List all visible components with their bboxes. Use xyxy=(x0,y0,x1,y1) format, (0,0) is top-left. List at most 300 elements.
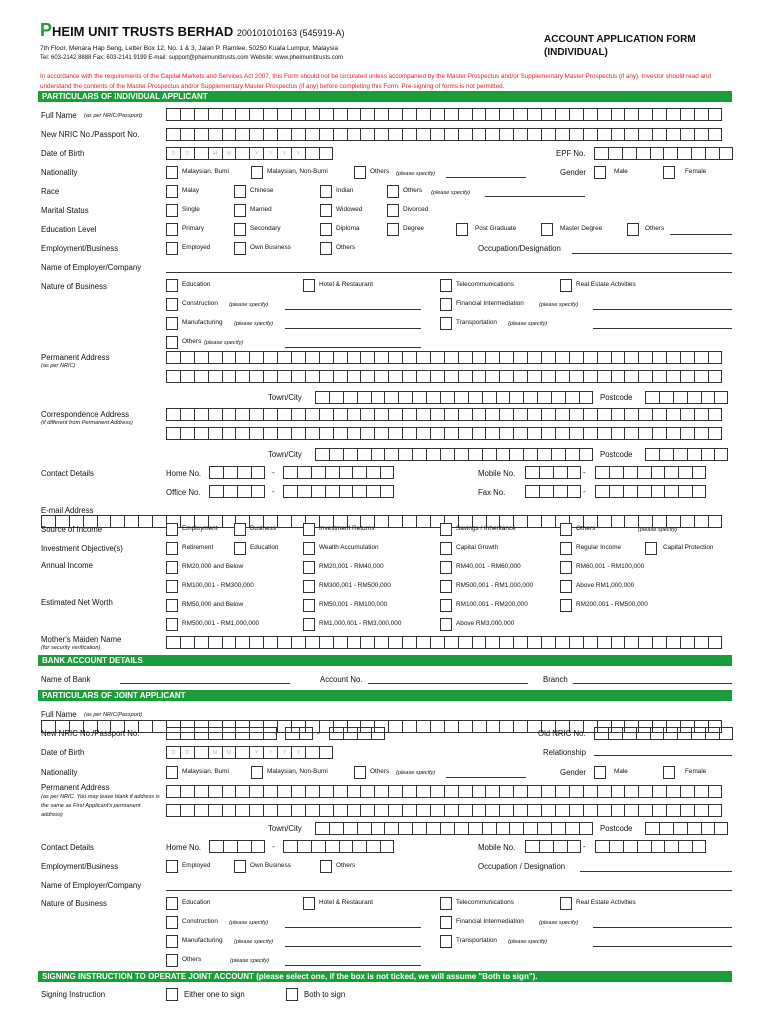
char-cell[interactable] xyxy=(347,128,361,141)
checkbox-gender-1[interactable] xyxy=(663,766,675,779)
char-cell[interactable] xyxy=(347,108,361,121)
char-cell[interactable] xyxy=(597,351,611,364)
char-cell[interactable] xyxy=(468,391,482,404)
char-cell[interactable] xyxy=(249,370,263,383)
checkbox-source-3[interactable] xyxy=(440,523,452,536)
char-cell[interactable] xyxy=(541,636,555,649)
full-name-cells[interactable] xyxy=(166,108,722,121)
char-cell[interactable] xyxy=(638,804,652,817)
char-cell[interactable]: M xyxy=(222,746,236,759)
char-cell[interactable] xyxy=(124,515,138,528)
joint-home-no[interactable] xyxy=(283,840,394,853)
char-cell[interactable] xyxy=(357,391,371,404)
char-cell[interactable]: D xyxy=(180,746,194,759)
checkbox-nature-7[interactable] xyxy=(440,317,452,330)
char-cell[interactable] xyxy=(569,636,583,649)
char-cell[interactable] xyxy=(597,427,611,440)
checkbox-gender-1[interactable] xyxy=(663,166,675,179)
char-cell[interactable] xyxy=(583,427,597,440)
char-cell[interactable] xyxy=(555,128,569,141)
char-cell[interactable] xyxy=(440,448,454,461)
char-cell[interactable] xyxy=(235,727,249,740)
char-cell[interactable] xyxy=(687,822,701,835)
char-cell[interactable] xyxy=(166,804,180,817)
char-cell[interactable] xyxy=(416,720,430,733)
char-cell[interactable] xyxy=(380,840,394,853)
dob-cells[interactable] xyxy=(166,147,333,160)
char-cell[interactable] xyxy=(454,448,468,461)
char-cell[interactable] xyxy=(472,785,486,798)
char-cell[interactable] xyxy=(652,804,666,817)
char-cell[interactable] xyxy=(305,785,319,798)
char-cell[interactable] xyxy=(652,128,666,141)
char-cell[interactable] xyxy=(513,804,527,817)
char-cell[interactable] xyxy=(444,804,458,817)
char-cell[interactable] xyxy=(222,804,236,817)
char-cell[interactable] xyxy=(223,840,237,853)
checkbox-source-4[interactable] xyxy=(560,523,572,536)
write-line[interactable] xyxy=(446,177,526,178)
char-cell[interactable] xyxy=(708,370,722,383)
char-cell[interactable] xyxy=(329,448,343,461)
char-cell[interactable] xyxy=(691,147,705,160)
char-cell[interactable] xyxy=(645,448,659,461)
char-cell[interactable] xyxy=(680,785,694,798)
checkbox-nature-3[interactable] xyxy=(560,897,572,910)
write-line[interactable] xyxy=(670,234,732,235)
char-cell[interactable] xyxy=(622,147,636,160)
write-line[interactable] xyxy=(485,196,585,197)
char-cell[interactable] xyxy=(398,448,412,461)
char-cell[interactable] xyxy=(319,108,333,121)
char-cell[interactable] xyxy=(388,351,402,364)
char-cell[interactable] xyxy=(651,466,665,479)
char-cell[interactable] xyxy=(525,485,539,498)
char-cell[interactable] xyxy=(609,485,623,498)
char-cell[interactable] xyxy=(555,408,569,421)
char-cell[interactable] xyxy=(694,785,708,798)
char-cell[interactable]: Y xyxy=(263,746,277,759)
char-cell[interactable] xyxy=(333,785,347,798)
char-cell[interactable] xyxy=(291,108,305,121)
char-cell[interactable] xyxy=(652,108,666,121)
checkbox-nationality-2[interactable] xyxy=(354,166,366,179)
char-cell[interactable] xyxy=(583,636,597,649)
checkbox-objective-2[interactable] xyxy=(303,542,315,555)
char-cell[interactable] xyxy=(235,108,249,121)
char-cell[interactable] xyxy=(553,840,567,853)
checkbox-education-4[interactable] xyxy=(456,223,468,236)
char-cell[interactable] xyxy=(263,370,277,383)
char-cell[interactable] xyxy=(680,804,694,817)
char-cell[interactable] xyxy=(374,351,388,364)
char-cell[interactable] xyxy=(637,485,651,498)
char-cell[interactable] xyxy=(388,408,402,421)
char-cell[interactable] xyxy=(527,128,541,141)
char-cell[interactable] xyxy=(694,128,708,141)
char-cell[interactable] xyxy=(555,636,569,649)
char-cell[interactable] xyxy=(311,840,325,853)
checkbox-employment-0[interactable] xyxy=(166,860,178,873)
char-cell[interactable] xyxy=(360,804,374,817)
checkbox-race-0[interactable] xyxy=(166,185,178,198)
char-cell[interactable] xyxy=(374,804,388,817)
char-cell[interactable] xyxy=(166,108,180,121)
char-cell[interactable] xyxy=(624,785,638,798)
char-cell[interactable] xyxy=(223,485,237,498)
char-cell[interactable] xyxy=(694,351,708,364)
char-cell[interactable] xyxy=(638,128,652,141)
char-cell[interactable] xyxy=(360,108,374,121)
char-cell[interactable] xyxy=(222,370,236,383)
char-cell[interactable] xyxy=(663,147,677,160)
char-cell[interactable] xyxy=(680,636,694,649)
checkbox-nationality-2[interactable] xyxy=(354,766,366,779)
char-cell[interactable] xyxy=(555,427,569,440)
char-cell[interactable] xyxy=(597,108,611,121)
checkbox-marital-2[interactable] xyxy=(320,204,332,217)
char-cell[interactable] xyxy=(388,108,402,121)
char-cell[interactable] xyxy=(527,804,541,817)
write-line[interactable] xyxy=(166,272,732,273)
char-cell[interactable] xyxy=(283,485,297,498)
char-cell[interactable] xyxy=(541,427,555,440)
char-cell[interactable] xyxy=(637,466,651,479)
checkbox-employment-0[interactable] xyxy=(166,242,178,255)
write-line[interactable] xyxy=(580,871,732,872)
char-cell[interactable] xyxy=(166,370,180,383)
char-cell[interactable] xyxy=(611,785,625,798)
char-cell[interactable] xyxy=(208,351,222,364)
char-cell[interactable] xyxy=(692,840,706,853)
char-cell[interactable] xyxy=(208,128,222,141)
char-cell[interactable] xyxy=(579,391,593,404)
checkbox-networth-6[interactable] xyxy=(440,618,452,631)
char-cell[interactable] xyxy=(319,370,333,383)
char-cell[interactable] xyxy=(666,108,680,121)
checkbox-annual-1[interactable] xyxy=(303,561,315,574)
char-cell[interactable] xyxy=(333,804,347,817)
joint-nric-cells-2[interactable] xyxy=(285,727,313,740)
char-cell[interactable] xyxy=(458,351,472,364)
char-cell[interactable] xyxy=(645,391,659,404)
char-cell[interactable] xyxy=(430,636,444,649)
char-cell[interactable] xyxy=(333,108,347,121)
checkbox-employment-1[interactable] xyxy=(234,242,246,255)
char-cell[interactable] xyxy=(444,351,458,364)
checkbox-objective-1[interactable] xyxy=(234,542,246,555)
char-cell[interactable] xyxy=(277,427,291,440)
char-cell[interactable] xyxy=(374,515,388,528)
char-cell[interactable] xyxy=(380,485,394,498)
char-cell[interactable] xyxy=(194,128,208,141)
char-cell[interactable] xyxy=(565,448,579,461)
char-cell[interactable] xyxy=(482,391,496,404)
char-cell[interactable] xyxy=(360,636,374,649)
char-cell[interactable] xyxy=(277,804,291,817)
char-cell[interactable] xyxy=(251,840,265,853)
write-line[interactable] xyxy=(285,328,421,329)
char-cell[interactable] xyxy=(430,804,444,817)
char-cell[interactable] xyxy=(608,147,622,160)
char-cell[interactable] xyxy=(458,720,472,733)
char-cell[interactable] xyxy=(249,636,263,649)
char-cell[interactable] xyxy=(360,370,374,383)
char-cell[interactable] xyxy=(680,128,694,141)
home-no-cells[interactable] xyxy=(283,466,394,479)
char-cell[interactable] xyxy=(513,636,527,649)
char-cell[interactable] xyxy=(579,448,593,461)
checkbox-education-3[interactable] xyxy=(387,223,399,236)
char-cell[interactable] xyxy=(374,370,388,383)
char-cell[interactable] xyxy=(666,408,680,421)
joint-address-cells[interactable] xyxy=(166,785,722,798)
char-cell[interactable] xyxy=(235,427,249,440)
char-cell[interactable] xyxy=(499,636,513,649)
char-cell[interactable] xyxy=(152,720,166,733)
char-cell[interactable] xyxy=(305,804,319,817)
char-cell[interactable] xyxy=(366,485,380,498)
char-cell[interactable] xyxy=(374,128,388,141)
char-cell[interactable] xyxy=(583,108,597,121)
char-cell[interactable] xyxy=(402,636,416,649)
checkbox-annual-2[interactable] xyxy=(440,561,452,574)
char-cell[interactable] xyxy=(305,408,319,421)
char-cell[interactable] xyxy=(360,128,374,141)
char-cell[interactable] xyxy=(319,746,333,759)
permanent-address-cells-2[interactable] xyxy=(166,370,722,383)
char-cell[interactable] xyxy=(333,408,347,421)
char-cell[interactable] xyxy=(595,485,609,498)
char-cell[interactable] xyxy=(343,822,357,835)
char-cell[interactable]: D xyxy=(180,147,194,160)
char-cell[interactable] xyxy=(555,804,569,817)
char-cell[interactable] xyxy=(235,370,249,383)
char-cell[interactable] xyxy=(523,822,537,835)
char-cell[interactable] xyxy=(673,822,687,835)
char-cell[interactable] xyxy=(583,128,597,141)
char-cell[interactable] xyxy=(458,108,472,121)
char-cell[interactable] xyxy=(664,485,678,498)
char-cell[interactable] xyxy=(222,785,236,798)
char-cell[interactable] xyxy=(651,485,665,498)
char-cell[interactable] xyxy=(567,840,581,853)
char-cell[interactable] xyxy=(347,804,361,817)
char-cell[interactable] xyxy=(180,804,194,817)
char-cell[interactable] xyxy=(567,485,581,498)
char-cell[interactable] xyxy=(680,515,694,528)
char-cell[interactable] xyxy=(277,515,291,528)
char-cell[interactable] xyxy=(597,804,611,817)
checkbox-annual-7[interactable] xyxy=(560,580,572,593)
char-cell[interactable] xyxy=(694,108,708,121)
joint-mobile-area[interactable] xyxy=(525,840,581,853)
checkbox-employment-2[interactable] xyxy=(320,242,332,255)
checkbox-annual-5[interactable] xyxy=(303,580,315,593)
char-cell[interactable] xyxy=(416,804,430,817)
char-cell[interactable] xyxy=(468,822,482,835)
char-cell[interactable] xyxy=(412,448,426,461)
checkbox-nature-8[interactable] xyxy=(166,336,178,349)
char-cell[interactable] xyxy=(638,636,652,649)
char-cell[interactable] xyxy=(527,785,541,798)
checkbox-education-0[interactable] xyxy=(166,223,178,236)
char-cell[interactable] xyxy=(541,128,555,141)
char-cell[interactable] xyxy=(541,785,555,798)
char-cell[interactable] xyxy=(416,108,430,121)
joint-mobile-no[interactable] xyxy=(595,840,706,853)
char-cell[interactable] xyxy=(305,746,319,759)
char-cell[interactable] xyxy=(319,351,333,364)
char-cell[interactable] xyxy=(402,804,416,817)
char-cell[interactable] xyxy=(180,727,194,740)
char-cell[interactable]: D xyxy=(166,147,180,160)
char-cell[interactable] xyxy=(283,840,297,853)
checkbox-nature-1[interactable] xyxy=(303,279,315,292)
char-cell[interactable] xyxy=(597,636,611,649)
char-cell[interactable] xyxy=(595,840,609,853)
char-cell[interactable] xyxy=(569,351,583,364)
char-cell[interactable] xyxy=(659,448,673,461)
char-cell[interactable] xyxy=(527,108,541,121)
char-cell[interactable] xyxy=(237,840,251,853)
char-cell[interactable] xyxy=(458,128,472,141)
char-cell[interactable] xyxy=(263,785,277,798)
char-cell[interactable] xyxy=(444,427,458,440)
checkbox-source-0[interactable] xyxy=(166,523,178,536)
write-line[interactable] xyxy=(368,683,528,684)
char-cell[interactable] xyxy=(499,370,513,383)
checkbox-networth-0[interactable] xyxy=(166,599,178,612)
char-cell[interactable] xyxy=(222,128,236,141)
char-cell[interactable] xyxy=(222,727,236,740)
char-cell[interactable] xyxy=(311,466,325,479)
checkbox-annual-6[interactable] xyxy=(440,580,452,593)
char-cell[interactable] xyxy=(551,448,565,461)
office-no-cells[interactable] xyxy=(283,485,394,498)
char-cell[interactable] xyxy=(458,785,472,798)
char-cell[interactable] xyxy=(624,408,638,421)
char-cell[interactable] xyxy=(402,785,416,798)
char-cell[interactable] xyxy=(194,746,208,759)
char-cell[interactable] xyxy=(708,408,722,421)
checkbox-nature-5[interactable] xyxy=(440,298,452,311)
char-cell[interactable] xyxy=(597,785,611,798)
write-line[interactable] xyxy=(446,777,526,778)
checkbox-objective-4[interactable] xyxy=(560,542,572,555)
char-cell[interactable] xyxy=(583,804,597,817)
char-cell[interactable] xyxy=(659,391,673,404)
char-cell[interactable] xyxy=(541,408,555,421)
char-cell[interactable] xyxy=(194,804,208,817)
char-cell[interactable] xyxy=(311,485,325,498)
char-cell[interactable] xyxy=(249,804,263,817)
char-cell[interactable] xyxy=(637,840,651,853)
char-cell[interactable] xyxy=(352,485,366,498)
char-cell[interactable] xyxy=(513,370,527,383)
char-cell[interactable] xyxy=(209,485,223,498)
joint-nric-cells-1[interactable] xyxy=(166,727,277,740)
char-cell[interactable] xyxy=(315,822,329,835)
char-cell[interactable] xyxy=(638,785,652,798)
char-cell[interactable] xyxy=(277,636,291,649)
char-cell[interactable] xyxy=(666,804,680,817)
char-cell[interactable] xyxy=(235,408,249,421)
checkbox-education-2[interactable] xyxy=(320,223,332,236)
char-cell[interactable] xyxy=(305,370,319,383)
char-cell[interactable] xyxy=(611,636,625,649)
char-cell[interactable] xyxy=(523,391,537,404)
char-cell[interactable] xyxy=(430,351,444,364)
char-cell[interactable] xyxy=(454,822,468,835)
char-cell[interactable] xyxy=(624,351,638,364)
char-cell[interactable] xyxy=(249,408,263,421)
char-cell[interactable]: Y xyxy=(277,746,291,759)
char-cell[interactable] xyxy=(609,840,623,853)
char-cell[interactable] xyxy=(527,351,541,364)
char-cell[interactable] xyxy=(180,370,194,383)
char-cell[interactable]: Y xyxy=(249,147,263,160)
char-cell[interactable] xyxy=(555,108,569,121)
char-cell[interactable] xyxy=(430,370,444,383)
char-cell[interactable] xyxy=(583,351,597,364)
char-cell[interactable] xyxy=(496,822,510,835)
checkbox-objective-5[interactable] xyxy=(645,542,657,555)
char-cell[interactable] xyxy=(652,427,666,440)
char-cell[interactable] xyxy=(333,427,347,440)
char-cell[interactable] xyxy=(388,427,402,440)
char-cell[interactable] xyxy=(208,427,222,440)
char-cell[interactable] xyxy=(454,391,468,404)
char-cell[interactable] xyxy=(208,370,222,383)
char-cell[interactable] xyxy=(366,840,380,853)
char-cell[interactable] xyxy=(291,128,305,141)
char-cell[interactable] xyxy=(402,515,416,528)
joint-old-nric-cells[interactable] xyxy=(594,727,733,740)
char-cell[interactable] xyxy=(402,720,416,733)
char-cell[interactable] xyxy=(692,466,706,479)
char-cell[interactable] xyxy=(440,822,454,835)
char-cell[interactable] xyxy=(333,370,347,383)
char-cell[interactable] xyxy=(347,636,361,649)
checkbox-education-6[interactable] xyxy=(627,223,639,236)
char-cell[interactable] xyxy=(694,427,708,440)
char-cell[interactable] xyxy=(638,427,652,440)
checkbox-objective-0[interactable] xyxy=(166,542,178,555)
fax-area-cells[interactable] xyxy=(525,485,581,498)
char-cell[interactable] xyxy=(426,391,440,404)
mobile-area-cells[interactable] xyxy=(525,466,581,479)
char-cell[interactable] xyxy=(263,128,277,141)
char-cell[interactable] xyxy=(705,727,719,740)
char-cell[interactable] xyxy=(677,147,691,160)
char-cell[interactable] xyxy=(384,822,398,835)
correspondence-address-cells[interactable] xyxy=(166,408,722,421)
email-cells[interactable] xyxy=(41,515,722,528)
checkbox-nature-6[interactable] xyxy=(166,317,178,330)
char-cell[interactable] xyxy=(623,840,637,853)
char-cell[interactable] xyxy=(319,804,333,817)
char-cell[interactable] xyxy=(472,720,486,733)
char-cell[interactable] xyxy=(398,391,412,404)
char-cell[interactable] xyxy=(608,727,622,740)
char-cell[interactable] xyxy=(138,720,152,733)
char-cell[interactable] xyxy=(691,727,705,740)
char-cell[interactable] xyxy=(485,408,499,421)
char-cell[interactable]: Y xyxy=(249,746,263,759)
char-cell[interactable] xyxy=(611,408,625,421)
permanent-address-cells[interactable] xyxy=(166,351,722,364)
